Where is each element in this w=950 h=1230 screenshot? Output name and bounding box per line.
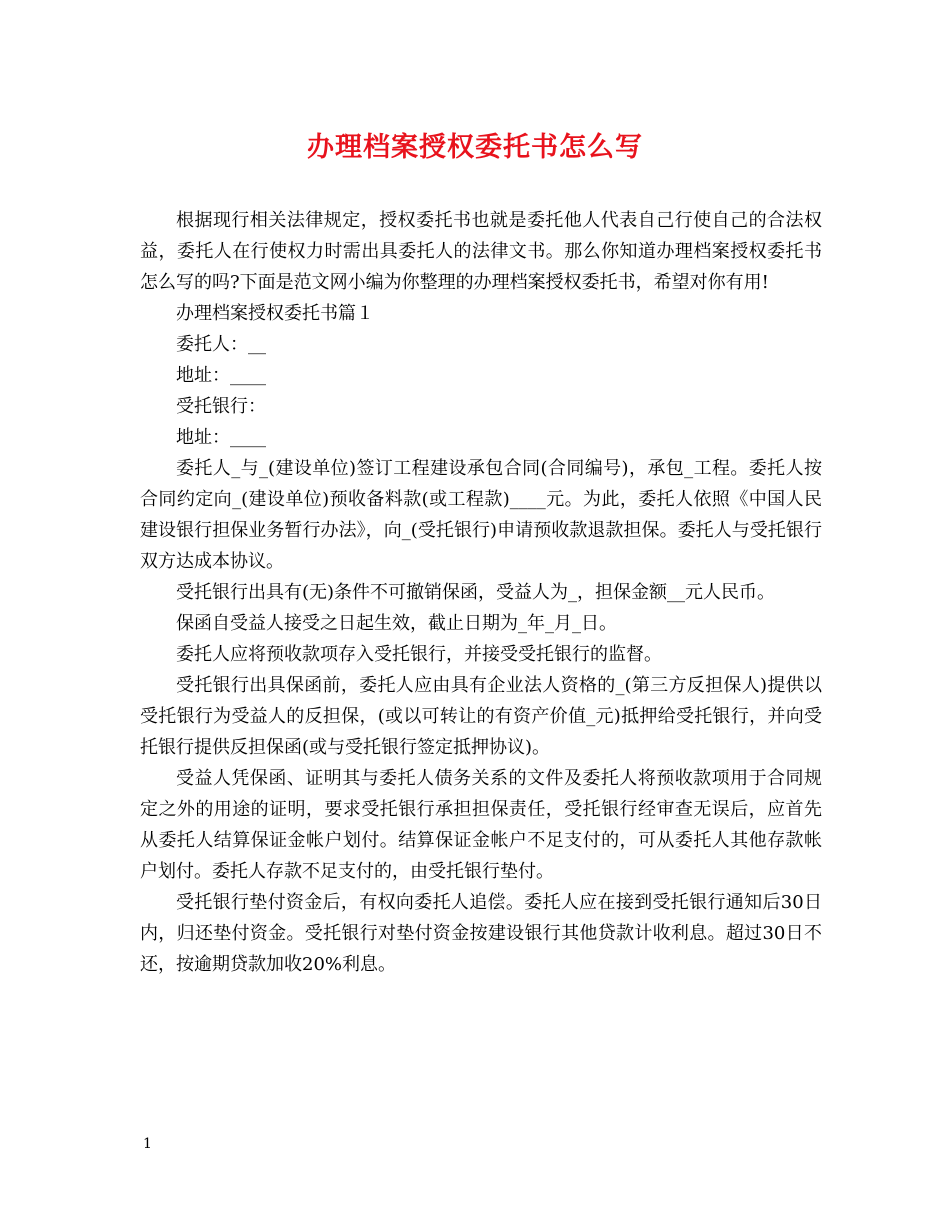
- page-number: 1: [143, 1136, 152, 1152]
- principal-field: 委托人：__: [176, 334, 266, 355]
- contract-paragraph: 委托人_与_(建设单位)签订工程建设承包合同(合同编号)，承包_工程。委托人按合同约定向_(建设单位)预收备料款(或工程款)____元。为此，委托人依照《中国人民建设银行担保业务暂行办法》，向_(受托银行)申请预收款退款担保。委托人与受托银行双方达成本协议。: [140, 458, 822, 572]
- liability-paragraph: 受益人凭保函、证明其与委托人债务关系的文件及委托人将预收款项用于合同规定之外的用途的证明，要求受托银行承担担保责任，受托银行经审查无误后，应首先从委托人结算保证金帐户划付。结算保证金帐户不足支付的，可从委托人其他存款帐户划付。委托人存款不足支付的，由受托银行垫付。: [140, 768, 822, 882]
- deposit-paragraph: 委托人应将预收款项存入受托银行，并接受受托银行的监督。: [176, 644, 662, 665]
- counter-guarantee-paragraph: 受托银行出具保函前，委托人应由具有企业法人资格的_(第三方反担保人)提供以受托银行为受益人的反担保，(或以可转让的有资产价值_元)抵押给受托银行，并向受托银行提供反担保函(或与受托银行签定抵押协议)。: [140, 675, 822, 758]
- trustee-address-field: 地址：____: [176, 427, 266, 448]
- document-title: 办理档案授权委托书怎么写: [307, 132, 643, 163]
- intro-paragraph: 根据现行相关法律规定，授权委托书也就是委托他人代表自己行使自己的合法权益，委托人在行使权力时需出具委托人的法律文书。那么你知道办理档案授权委托书怎么写的吗?下面是范文网小编为你整理的办理档案授权委托书，希望对你有用!: [140, 210, 822, 293]
- document-body: [140, 205, 822, 980]
- principal-address-field: 地址：____: [176, 365, 266, 386]
- guarantee-paragraph: 受托银行出具有(无)条件不可撤销保函，受益人为_，担保金额__元人民币。: [176, 582, 776, 603]
- trustee-bank-field: 受托银行：: [176, 396, 266, 417]
- validity-paragraph: 保函自受益人接受之日起生效，截止日期为_年_月_日。: [176, 613, 617, 634]
- section-heading: 办理档案授权委托书篇１: [176, 303, 374, 324]
- recourse-paragraph: 受托银行垫付资金后，有权向委托人追偿。委托人应在接到受托银行通知后30日内，归还垫付资金。受托银行对垫付资金按建设银行其他贷款计收利息。超过30日不还，按逾期贷款加收20%利息。: [140, 892, 822, 975]
